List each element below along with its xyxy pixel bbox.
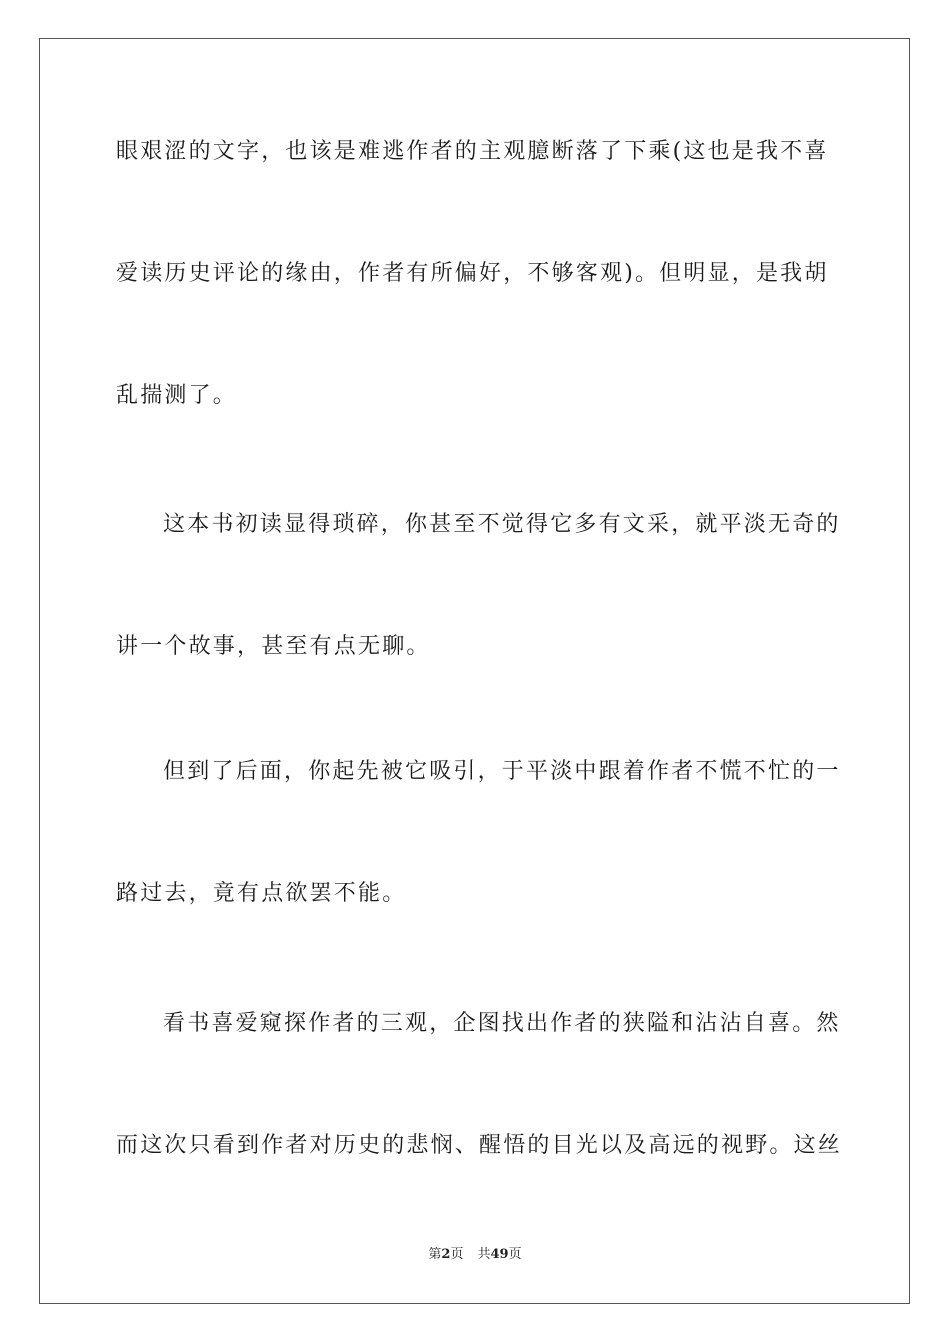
text-line: 路过去，竟有点欲罢不能。: [116, 881, 407, 906]
page-suffix: 页: [450, 1247, 464, 1262]
paragraph-first-line: 但到了后面，你起先被它吸引，于平淡中跟着作者不慌不忙的一: [163, 759, 841, 784]
paragraph-first-line: 这本书初读显得琐碎，你甚至不觉得它多有文采，就平淡无奇的: [163, 512, 841, 537]
total-suffix: 页: [508, 1247, 522, 1262]
text-line: 讲一个故事，甚至有点无聊。: [116, 634, 431, 659]
total-prefix: 共: [477, 1247, 491, 1262]
page-border: [39, 38, 910, 1304]
page-footer: [0, 1246, 950, 1264]
total-pages: 49: [490, 1247, 509, 1262]
text-line: 爱读历史评论的缘由，作者有所偏好，不够客观)。但明显，是我胡: [116, 261, 829, 286]
text-line: 而这次只看到作者对历史的悲悯、醒悟的目光以及高远的视野。这丝: [116, 1133, 843, 1158]
page-prefix: 第: [428, 1247, 442, 1262]
paragraph-first-line: 看书喜爱窥探作者的三观，企图找出作者的狭隘和沾沾自喜。然: [163, 1011, 841, 1036]
text-line: 眼艰涩的文字，也该是难逃作者的主观臆断落了下乘(这也是我不喜: [116, 139, 829, 164]
text-line: 乱揣测了。: [116, 383, 238, 408]
page-number: 2: [441, 1247, 451, 1262]
